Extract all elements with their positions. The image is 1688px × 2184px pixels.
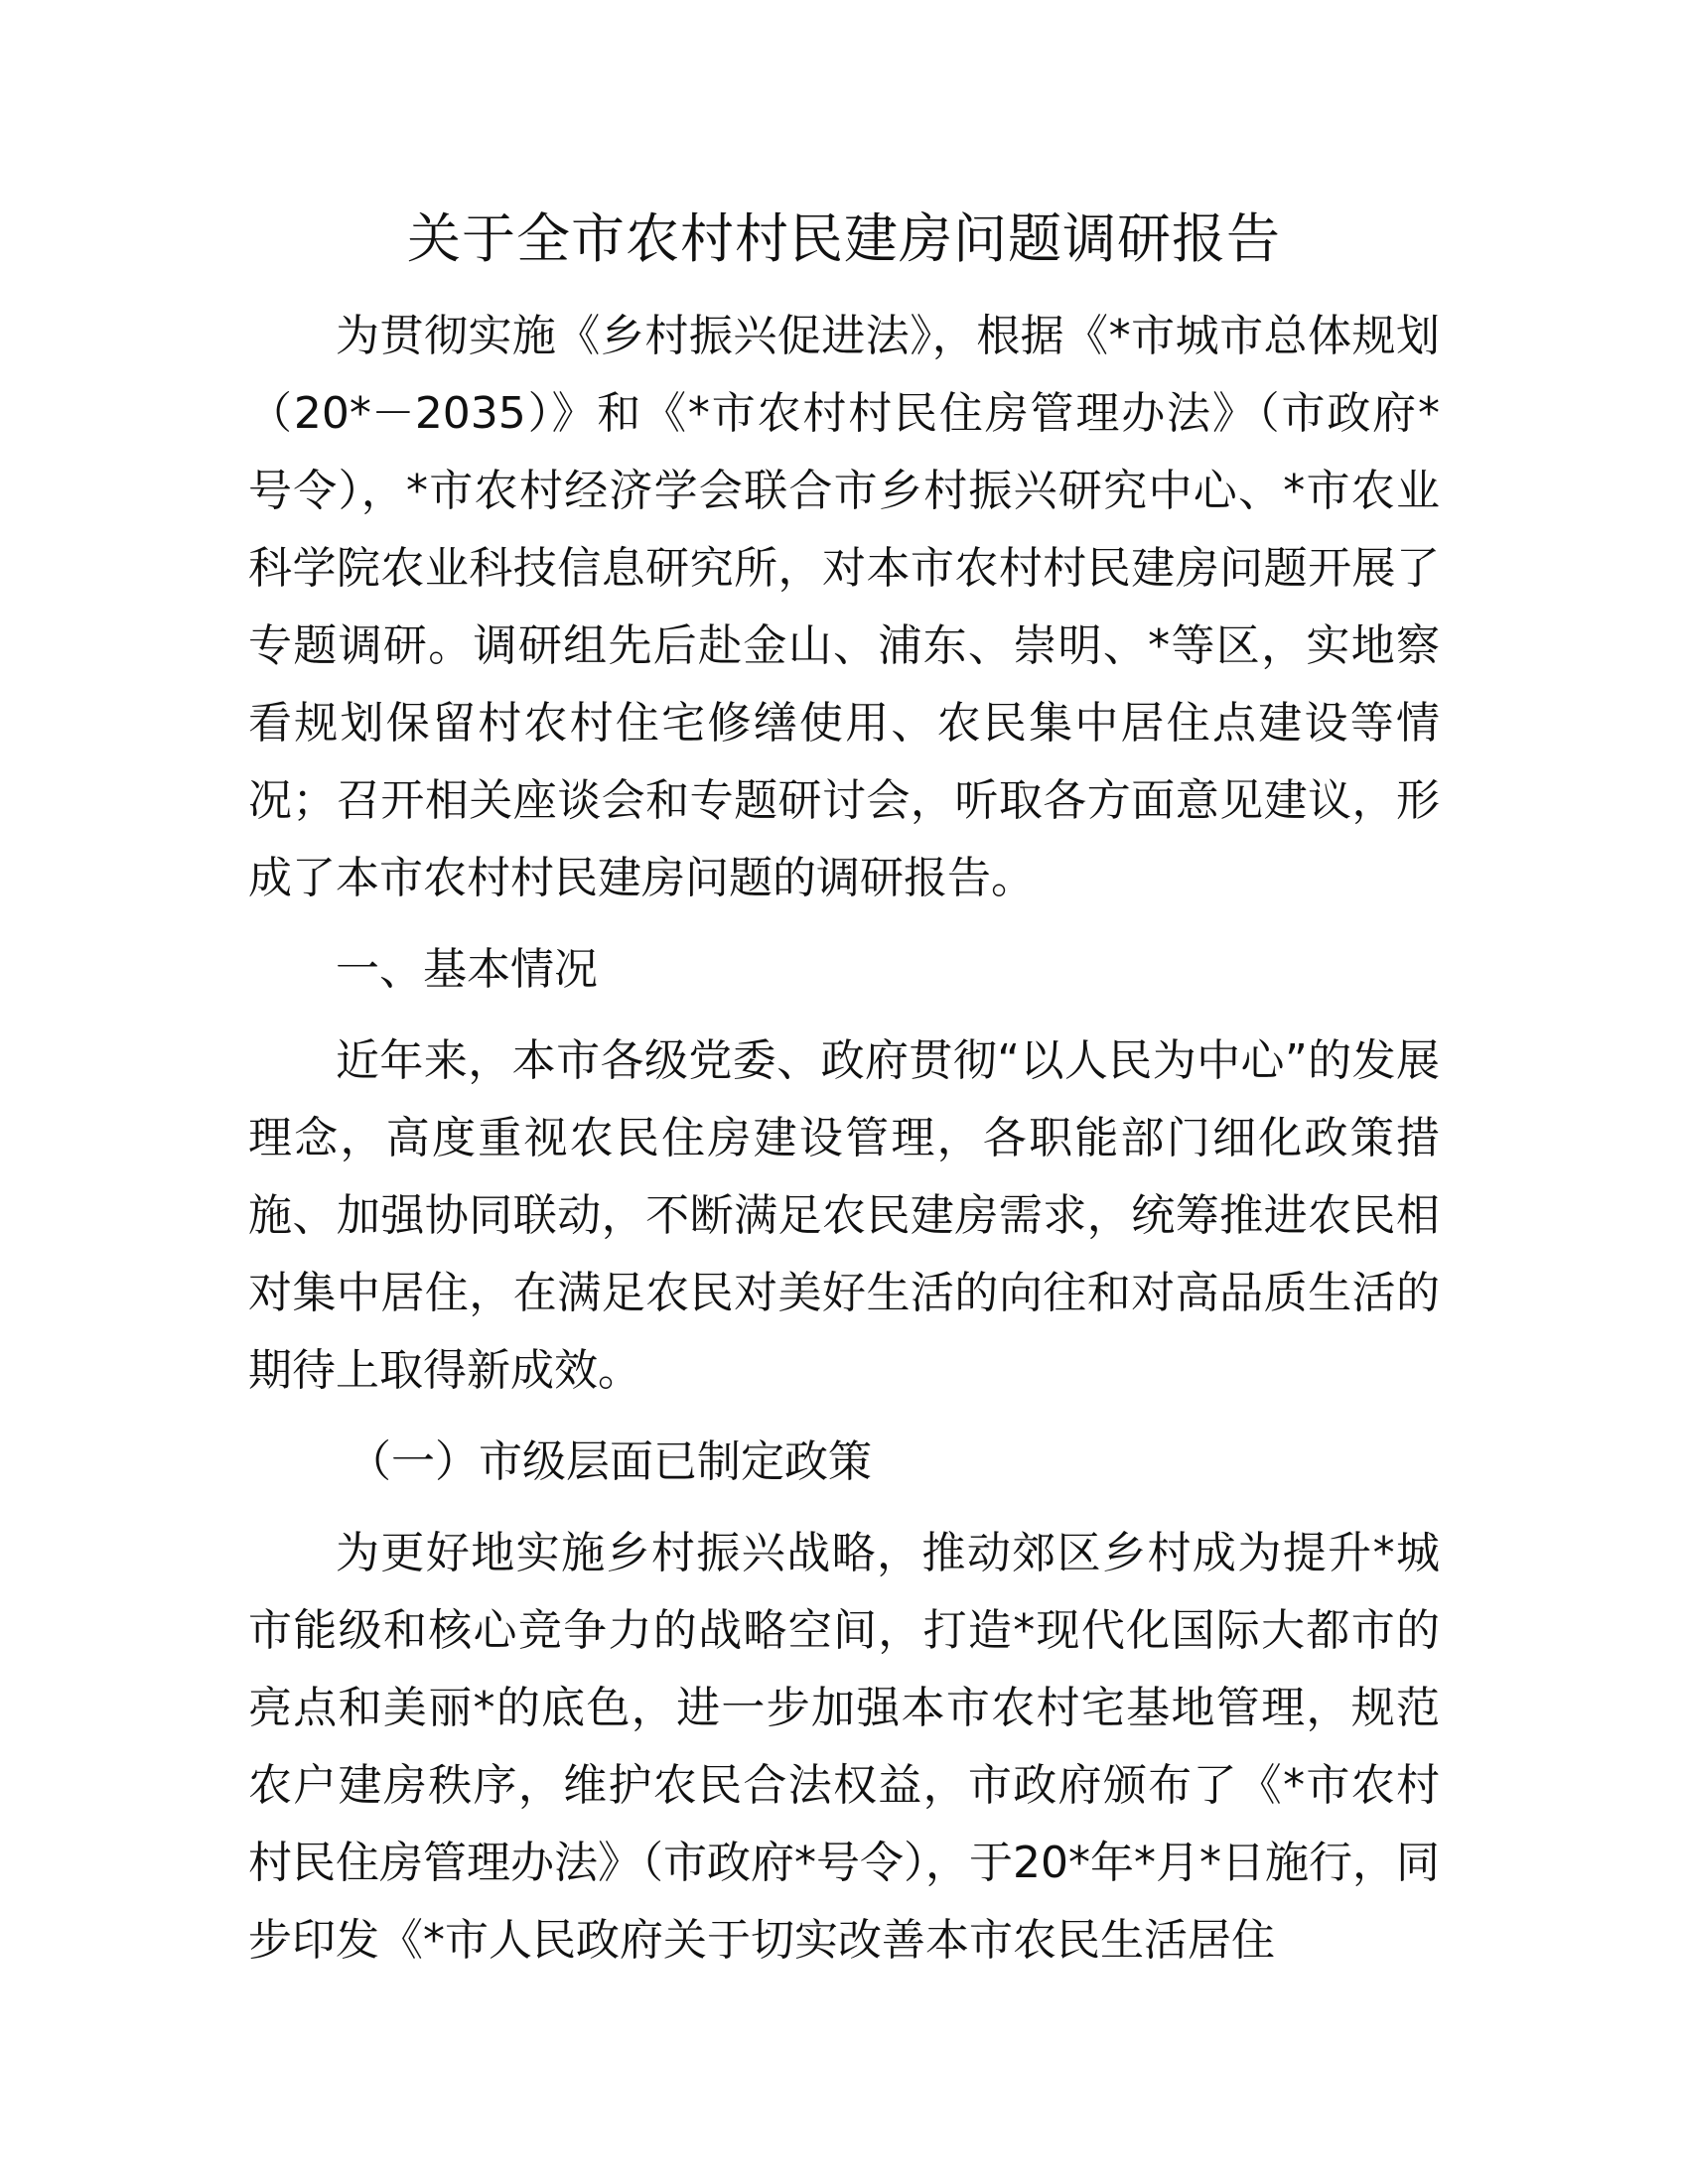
intro-paragraph: 为贯彻实施《乡村振兴促进法》，根据《*市城市总体规划（20*－2035）》和《*市农村村民住房管理办法》（市政府*号令），*市农村经济学会联合市乡村振兴研究中心、*市农业科学院农业科技信息研究所，对本市农村村民建房问题开展了专题调研。调研组先后赴金山、浦东、崇明、*等区，实地察看规划保留村农村住宅修缮使用、农民集中居住点建设等情况；召开相关座谈会和专题研讨会，听取各方面意见建议，形成了本市农村村民建房问题的调研报告。 <box>248 311 1440 903</box>
subsection-paragraph-city-policy: 为更好地实施乡村振兴战略，推动郊区乡村成为提升*城市能级和核心竞争力的战略空间，打造*现代化国际大都市的亮点和美丽*的底色，进一步加强本市农村宅基地管理，规范农户建房秩序，维护农民合法权益，市政府颁布了《*市农村村民住房管理办法》（市政府*号令），于20*年*月*日施行，同步印发《*市人民政府关于切实改善本市农民生活居住 <box>248 1528 1440 1966</box>
subsection-heading-city-policy: （一）市级层面已制定政策 <box>348 1436 872 1487</box>
document-title: 关于全市农村村民建房问题调研报告 <box>407 207 1281 270</box>
section-paragraph-basic-situation: 近年来，本市各级党委、政府贯彻“以人民为中心”的发展理念，高度重视农民住房建设管理，各职能部门细化政策措施、加强协同联动，不断满足农民建房需求，统筹推进农民相对集中居住，在满足农民对美好生活的向往和对高品质生活的期待上取得新成效。 <box>248 1035 1440 1396</box>
section-heading-basic-situation: 一、基本情况 <box>336 944 598 995</box>
document-body <box>248 298 1440 1979</box>
